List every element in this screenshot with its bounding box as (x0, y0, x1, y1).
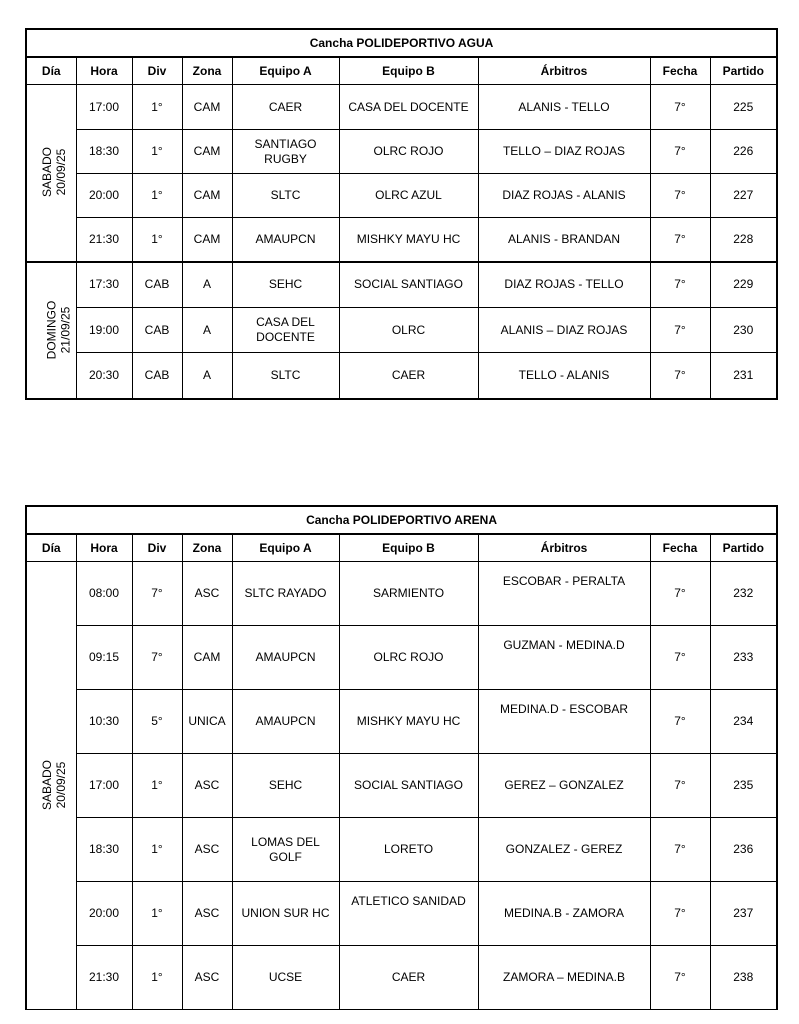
day-date: 20/09/25 (54, 148, 69, 196)
cell-equipo-a: SANTIAGO RUGBY (232, 130, 339, 174)
cell-fecha: 7° (650, 882, 710, 946)
header-equipo-a: Equipo A (232, 57, 339, 85)
header-div: Div (132, 534, 182, 562)
cell-div: 1° (132, 754, 182, 818)
table-row (26, 562, 777, 626)
cell-arbitros: MEDINA.D - ESCOBAR (478, 690, 650, 754)
cell-fecha: 7° (650, 174, 710, 218)
cell-arbitros: ZAMORA – MEDINA.B (478, 946, 650, 1010)
cell-arbitros: ALANIS – DIAZ ROJAS (478, 308, 650, 353)
cell-equipo-a: SLTC (232, 353, 339, 399)
header-zona: Zona (182, 57, 232, 85)
cell-zona: ASC (182, 882, 232, 946)
cell-partido: 237 (710, 882, 777, 946)
cell-equipo-a: AMAUPCN (232, 218, 339, 262)
cell-zona: CAM (182, 130, 232, 174)
cell-hora: 20:00 (76, 882, 132, 946)
cell-equipo-b: CAER (339, 353, 478, 399)
table-row (26, 218, 777, 262)
cell-hora: 19:00 (76, 308, 132, 353)
cell-partido: 235 (710, 754, 777, 818)
cell-zona: A (182, 308, 232, 353)
cell-partido: 227 (710, 174, 777, 218)
cell-div: 7° (132, 562, 182, 626)
cell-hora: 17:00 (76, 85, 132, 130)
table-row (26, 85, 777, 130)
cell-hora: 21:30 (76, 946, 132, 1010)
day-group-sabado (26, 85, 777, 262)
cell-hora: 09:15 (76, 626, 132, 690)
day-label: DOMINGO (44, 300, 59, 359)
header-div: Div (132, 57, 182, 85)
header-fecha: Fecha (650, 57, 710, 85)
cell-zona: UNICA (182, 690, 232, 754)
cell-fecha: 7° (650, 946, 710, 1010)
cell-equipo-b: OLRC ROJO (339, 130, 478, 174)
cell-equipo-a: SLTC (232, 174, 339, 218)
cell-arbitros: TELLO - ALANIS (478, 353, 650, 399)
cell-equipo-b: SARMIENTO (339, 562, 478, 626)
cell-equipo-b: MISHKY MAYU HC (339, 218, 478, 262)
table-row (26, 130, 777, 174)
cell-arbitros: DIAZ ROJAS - TELLO (478, 262, 650, 308)
schedule-table-arena (25, 505, 778, 1010)
cell-zona: A (182, 262, 232, 308)
cell-zona: CAM (182, 174, 232, 218)
day-label: SABADO (40, 147, 55, 198)
cell-div: 5° (132, 690, 182, 754)
cell-partido: 229 (710, 262, 777, 308)
cell-hora: 17:00 (76, 754, 132, 818)
cell-hora: 10:30 (76, 690, 132, 754)
cell-equipo-b: ATLETICO SANIDAD (339, 882, 478, 946)
table-row (26, 353, 777, 399)
cell-equipo-a: UNION SUR HC (232, 882, 339, 946)
day-cell (26, 85, 76, 262)
cell-hora: 17:30 (76, 262, 132, 308)
day-date: 20/09/25 (54, 761, 69, 809)
cell-hora: 18:30 (76, 130, 132, 174)
cell-partido: 232 (710, 562, 777, 626)
cell-equipo-a: UCSE (232, 946, 339, 1010)
cell-div: CAB (132, 308, 182, 353)
cell-equipo-a: LOMAS DEL GOLF (232, 818, 339, 882)
header-hora: Hora (76, 57, 132, 85)
cell-arbitros: MEDINA.B - ZAMORA (478, 882, 650, 946)
schedule-table-agua (25, 28, 778, 400)
cell-fecha: 7° (650, 690, 710, 754)
cell-equipo-b: CASA DEL DOCENTE (339, 85, 478, 130)
cell-arbitros: GUZMAN - MEDINA.D (478, 626, 650, 690)
cell-arbitros: GONZALEZ - GEREZ (478, 818, 650, 882)
header-zona: Zona (182, 534, 232, 562)
cell-equipo-a: SEHC (232, 262, 339, 308)
header-hora: Hora (76, 534, 132, 562)
table-row (26, 946, 777, 1010)
cell-fecha: 7° (650, 130, 710, 174)
cell-partido: 228 (710, 218, 777, 262)
cell-equipo-b: SOCIAL SANTIAGO (339, 754, 478, 818)
table-row (26, 262, 777, 308)
day-label: SABADO (40, 759, 55, 811)
cell-equipo-a: AMAUPCN (232, 690, 339, 754)
cell-equipo-a: AMAUPCN (232, 626, 339, 690)
header-partido: Partido (710, 57, 777, 85)
header-equipo-b: Equipo B (339, 534, 478, 562)
header-equipo-b: Equipo B (339, 57, 478, 85)
cell-arbitros: DIAZ ROJAS - ALANIS (478, 174, 650, 218)
cell-hora: 20:00 (76, 174, 132, 218)
cell-zona: ASC (182, 562, 232, 626)
cell-zona: A (182, 353, 232, 399)
cell-div: 1° (132, 85, 182, 130)
cell-zona: CAM (182, 85, 232, 130)
cell-equipo-b: OLRC AZUL (339, 174, 478, 218)
header-partido: Partido (710, 534, 777, 562)
day-cell (26, 262, 76, 399)
cell-fecha: 7° (650, 562, 710, 626)
table-row (26, 818, 777, 882)
cell-zona: ASC (182, 946, 232, 1010)
cell-div: 1° (132, 882, 182, 946)
cell-partido: 236 (710, 818, 777, 882)
header-dia: Día (26, 57, 76, 85)
day-date: 21/09/25 (58, 306, 73, 353)
cell-equipo-b: MISHKY MAYU HC (339, 690, 478, 754)
cell-equipo-a: CASA DEL DOCENTE (232, 308, 339, 353)
cell-div: 1° (132, 174, 182, 218)
cell-zona: ASC (182, 754, 232, 818)
table-row (26, 626, 777, 690)
cell-partido: 238 (710, 946, 777, 1010)
day-group-domingo (26, 262, 777, 399)
cell-partido: 225 (710, 85, 777, 130)
header-equipo-a: Equipo A (232, 534, 339, 562)
table-row (26, 308, 777, 353)
cell-fecha: 7° (650, 85, 710, 130)
table-row (26, 754, 777, 818)
header-arbitros: Árbitros (478, 57, 650, 85)
cell-fecha: 7° (650, 626, 710, 690)
cell-fecha: 7° (650, 262, 710, 308)
cell-partido: 226 (710, 130, 777, 174)
cell-equipo-a: SEHC (232, 754, 339, 818)
cell-arbitros: ALANIS - BRANDAN (478, 218, 650, 262)
header-arbitros: Árbitros (478, 534, 650, 562)
cell-fecha: 7° (650, 754, 710, 818)
cell-hora: 18:30 (76, 818, 132, 882)
cell-hora: 20:30 (76, 353, 132, 399)
cell-arbitros: TELLO – DIAZ ROJAS (478, 130, 650, 174)
cell-partido: 233 (710, 626, 777, 690)
cell-equipo-b: OLRC (339, 308, 478, 353)
cell-zona: CAM (182, 218, 232, 262)
cell-fecha: 7° (650, 218, 710, 262)
cell-arbitros: ESCOBAR - PERALTA (478, 562, 650, 626)
cell-partido: 231 (710, 353, 777, 399)
cell-equipo-b: LORETO (339, 818, 478, 882)
cell-fecha: 7° (650, 818, 710, 882)
cell-div: 1° (132, 218, 182, 262)
day-cell (26, 562, 76, 1010)
day-group-sabado (26, 562, 777, 1010)
cell-hora: 21:30 (76, 218, 132, 262)
header-dia: Día (26, 534, 76, 562)
header-fecha: Fecha (650, 534, 710, 562)
cell-div: CAB (132, 262, 182, 308)
table-row (26, 882, 777, 946)
cell-equipo-b: CAER (339, 946, 478, 1010)
table-title: Cancha POLIDEPORTIVO AGUA (26, 29, 777, 57)
cell-partido: 230 (710, 308, 777, 353)
cell-div: CAB (132, 353, 182, 399)
cell-div: 1° (132, 946, 182, 1010)
cell-div: 1° (132, 818, 182, 882)
cell-equipo-b: OLRC ROJO (339, 626, 478, 690)
cell-arbitros: ALANIS - TELLO (478, 85, 650, 130)
table-title: Cancha POLIDEPORTIVO ARENA (26, 506, 777, 534)
cell-zona: ASC (182, 818, 232, 882)
cell-equipo-b: SOCIAL SANTIAGO (339, 262, 478, 308)
cell-zona: CAM (182, 626, 232, 690)
cell-div: 1° (132, 130, 182, 174)
cell-hora: 08:00 (76, 562, 132, 626)
cell-fecha: 7° (650, 308, 710, 353)
table-row (26, 690, 777, 754)
cell-arbitros: GEREZ – GONZALEZ (478, 754, 650, 818)
cell-equipo-a: CAER (232, 85, 339, 130)
cell-partido: 234 (710, 690, 777, 754)
cell-equipo-a: SLTC RAYADO (232, 562, 339, 626)
table-row (26, 174, 777, 218)
cell-div: 7° (132, 626, 182, 690)
cell-fecha: 7° (650, 353, 710, 399)
